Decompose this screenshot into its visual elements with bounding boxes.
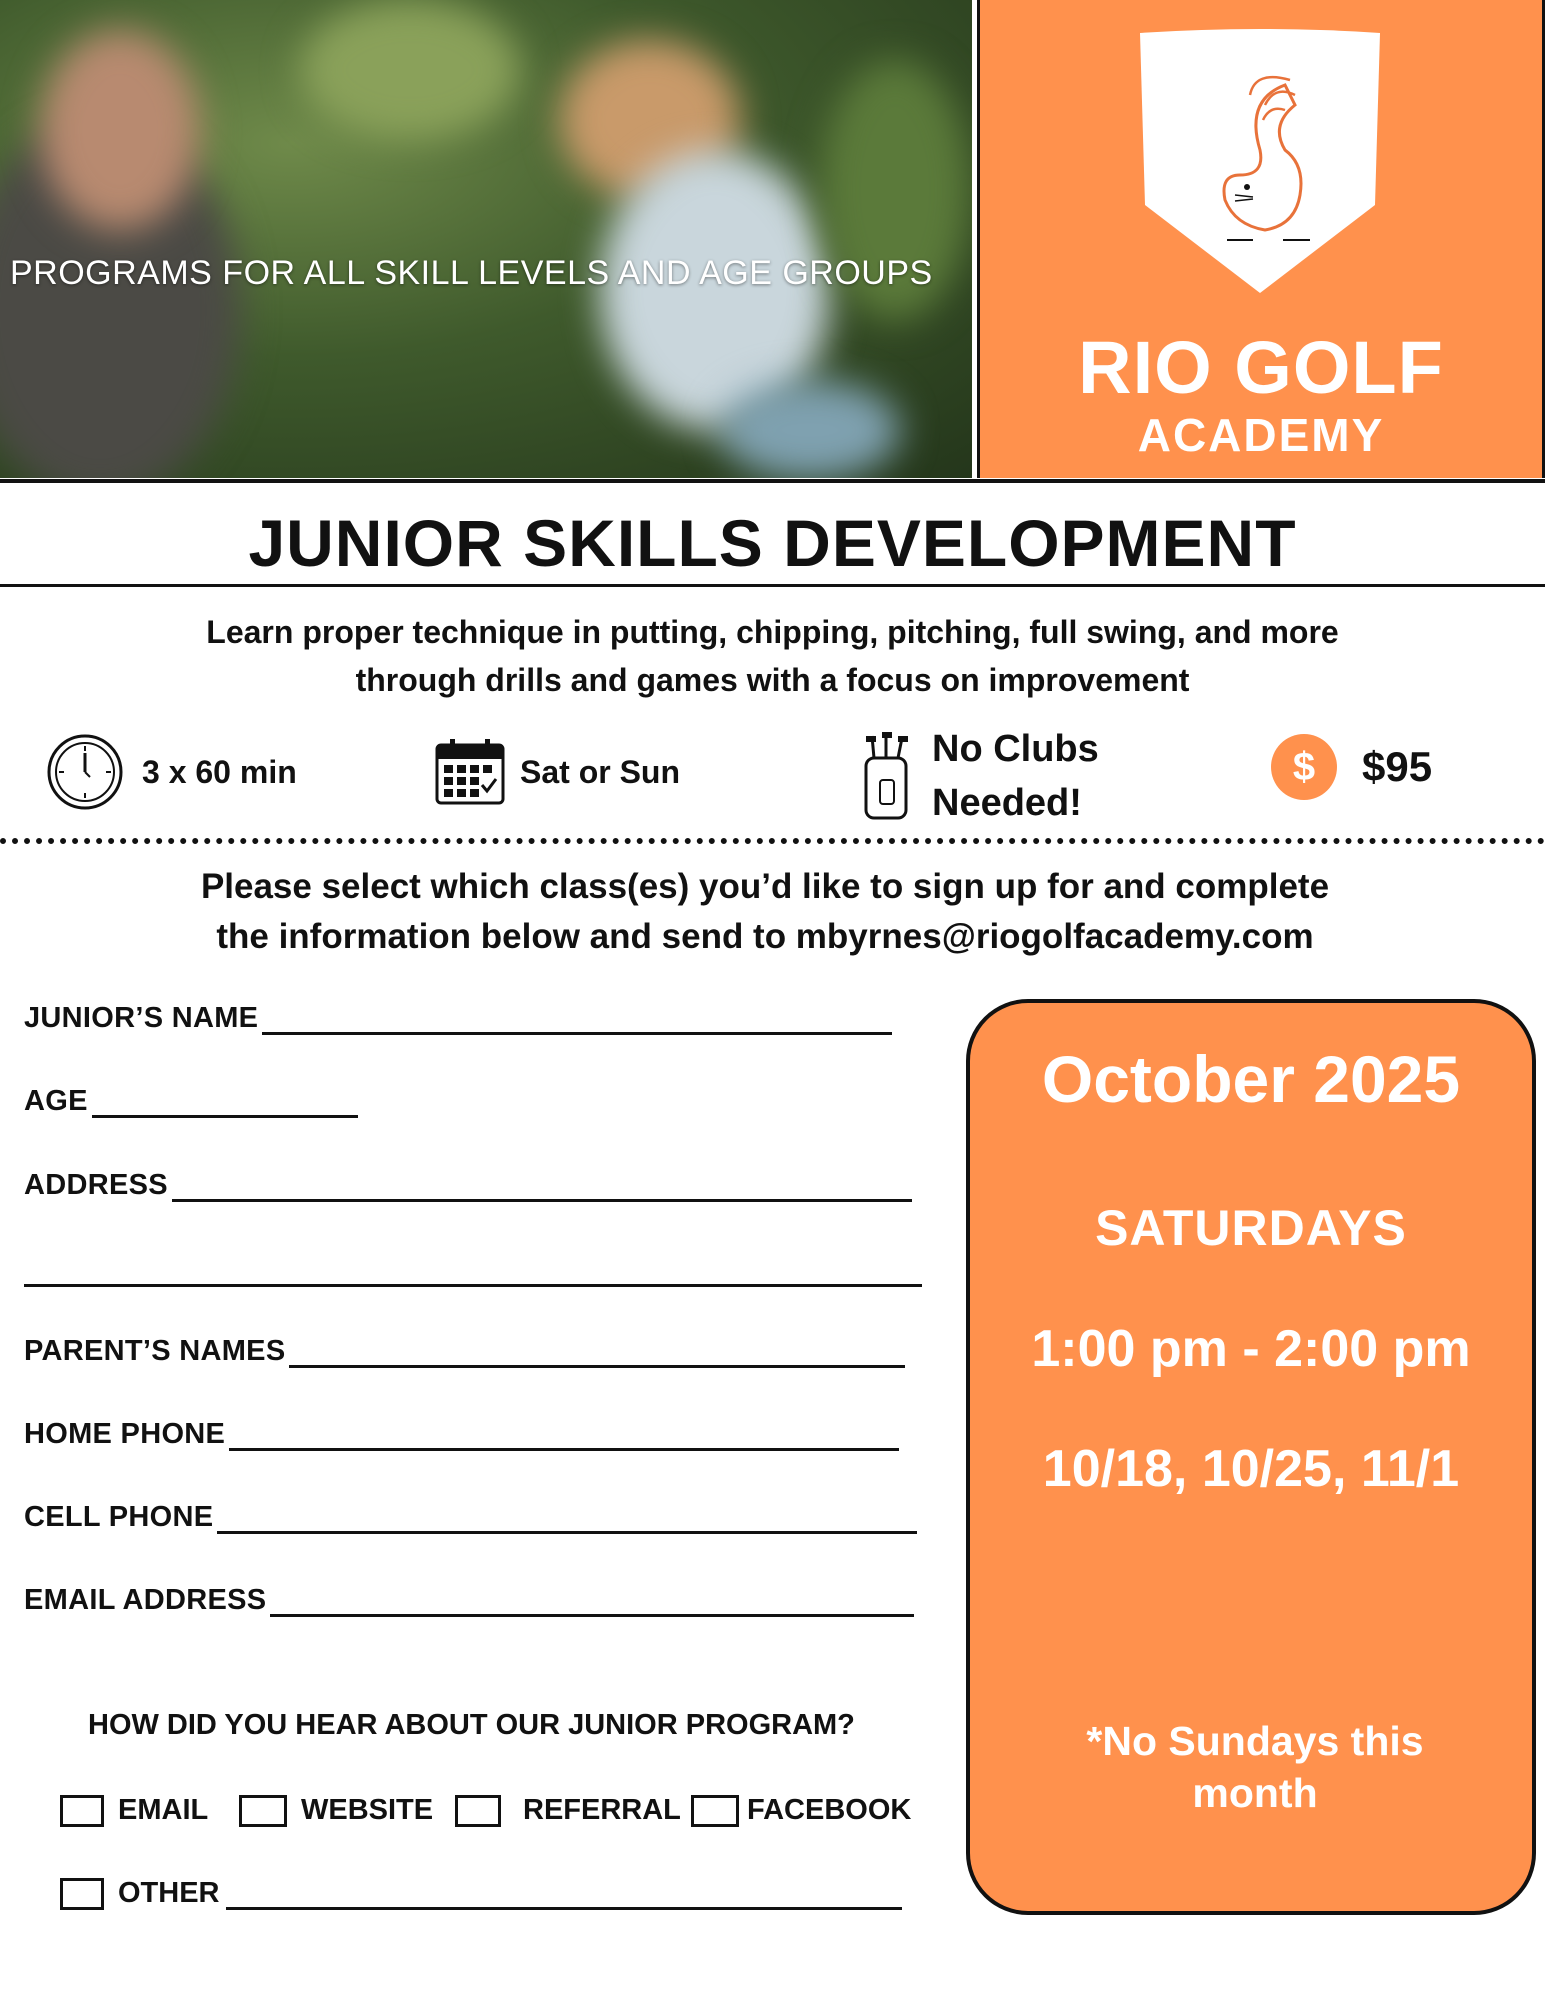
home-phone-label: HOME PHONE <box>24 1418 226 1450</box>
feature-clubs <box>858 722 1099 830</box>
option-email <box>60 1794 208 1827</box>
address-input[interactable] <box>172 1169 912 1202</box>
cell-phone-label: CELL PHONE <box>24 1501 214 1533</box>
hero-photo <box>0 0 972 478</box>
clock-icon <box>46 733 124 811</box>
note-line: month <box>1192 1770 1318 1816</box>
program-description <box>0 608 1545 704</box>
checkbox-other[interactable] <box>60 1878 104 1910</box>
schedule-panel <box>966 999 1536 1915</box>
instruction-line: Please select which class(es) you’d like to sign up for and complete <box>200 867 1330 906</box>
schedule-day: SATURDAYS <box>1095 1200 1407 1256</box>
schedule-dates: 10/18, 10/25, 11/1 <box>1042 1440 1460 1498</box>
svg-text:$: $ <box>1292 745 1316 789</box>
description-line: Learn proper technique in putting, chipping, pitching, full swing, and more <box>206 614 1339 650</box>
junior-name-field <box>24 1002 892 1035</box>
duration-text: 3 x 60 min <box>142 753 297 790</box>
schedule-time: 1:00 pm - 2:00 pm <box>1031 1320 1471 1378</box>
schedule-month: October 2025 <box>1041 1042 1461 1116</box>
golf-bag-icon <box>858 730 914 822</box>
price-text: $95 <box>1362 743 1433 790</box>
clubs-line: Needed! <box>932 782 1082 824</box>
signup-instructions <box>0 862 1530 962</box>
option-facebook <box>691 1794 911 1827</box>
checkbox-website[interactable] <box>239 1795 287 1827</box>
address-field <box>24 1169 912 1202</box>
option-label: FACEBOOK <box>747 1794 912 1826</box>
brand-subtitle: ACADEMY <box>1137 409 1385 461</box>
other-input[interactable] <box>226 1877 902 1910</box>
feature-duration <box>46 733 297 811</box>
divider <box>0 479 1545 483</box>
dollar-icon <box>1270 733 1338 801</box>
page-title: JUNIOR SKILLS DEVELOPMENT <box>248 506 1297 580</box>
referral-question: HOW DID YOU HEAR ABOUT OUR JUNIOR PROGRAM? <box>88 1709 855 1741</box>
checkbox-facebook[interactable] <box>691 1795 739 1827</box>
checkbox-referral[interactable] <box>455 1795 501 1827</box>
option-referral <box>455 1794 681 1827</box>
email-field <box>24 1584 914 1617</box>
address-line-2 <box>24 1254 922 1287</box>
calendar-icon <box>434 737 506 807</box>
brand-panel <box>977 0 1545 478</box>
email-label: EMAIL ADDRESS <box>24 1584 267 1616</box>
email-input[interactable] <box>270 1584 914 1617</box>
checkbox-email[interactable] <box>60 1795 104 1827</box>
description-line: through drills and games with a focus on improvement <box>355 662 1190 698</box>
schedule-note <box>1010 1715 1500 1819</box>
squirrel-crest-icon <box>1135 25 1385 295</box>
junior-name-input[interactable] <box>262 1002 892 1035</box>
age-input[interactable] <box>92 1085 358 1118</box>
home-phone-input[interactable] <box>229 1418 899 1451</box>
parent-names-label: PARENT’S NAMES <box>24 1335 286 1367</box>
home-phone-field <box>24 1418 899 1451</box>
dotted-divider <box>0 838 1545 844</box>
parent-names-field <box>24 1335 905 1368</box>
age-label: AGE <box>24 1085 88 1117</box>
option-label: OTHER <box>118 1877 220 1909</box>
days-text: Sat or Sun <box>520 753 681 790</box>
brand-title: RIO GOLF <box>1078 326 1444 409</box>
divider <box>0 584 1545 587</box>
option-label: REFERRAL <box>523 1794 681 1826</box>
option-website <box>239 1794 433 1827</box>
feature-price <box>1270 733 1432 801</box>
cell-phone-input[interactable] <box>217 1501 917 1534</box>
parent-names-input[interactable] <box>289 1335 905 1368</box>
option-label: WEBSITE <box>301 1794 434 1826</box>
junior-name-label: JUNIOR’S NAME <box>24 1002 259 1034</box>
feature-days <box>434 737 680 807</box>
hero-tagline: PROGRAMS FOR ALL SKILL LEVELS AND AGE GROUPS <box>10 254 933 292</box>
option-other <box>60 1877 902 1910</box>
address-input-line-2[interactable] <box>24 1254 922 1287</box>
clubs-line: No Clubs <box>932 728 1099 770</box>
option-label: EMAIL <box>118 1794 209 1826</box>
age-field <box>24 1085 358 1118</box>
note-line: *No Sundays this <box>1086 1718 1424 1764</box>
cell-phone-field <box>24 1501 917 1534</box>
address-label: ADDRESS <box>24 1169 168 1201</box>
clubs-text <box>932 722 1099 830</box>
instruction-line: the information below and send to mbyrnes@riogolfacademy.com <box>216 917 1314 956</box>
